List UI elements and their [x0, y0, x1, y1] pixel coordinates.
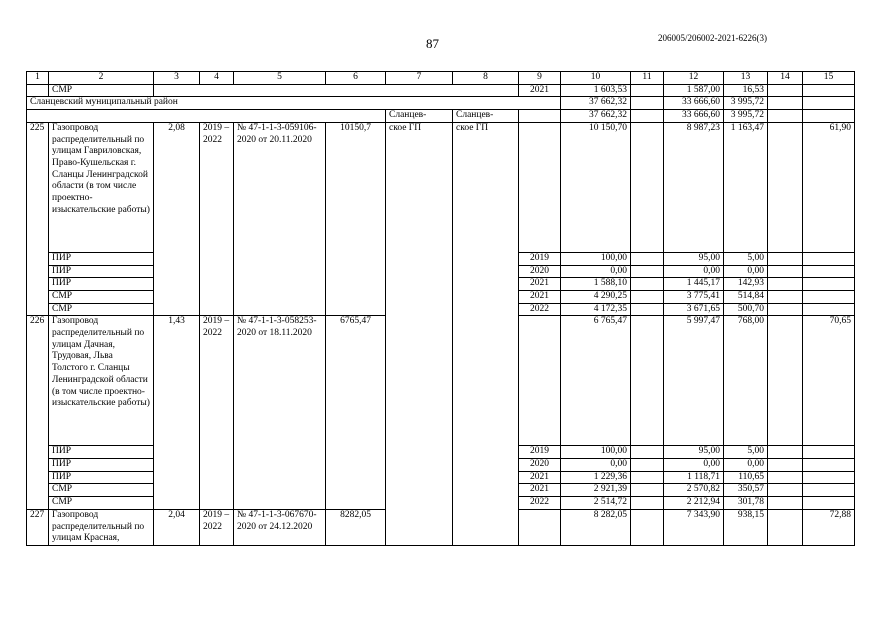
total-cost: 4 290,25 [561, 290, 631, 303]
local-budget: 938,15 [724, 509, 768, 545]
work-type: ПИР [49, 459, 154, 472]
implementation-years: 2019 – 2022 [200, 509, 234, 545]
work-type: ПИР [49, 446, 154, 459]
object-name: Газопровод распределительный по улицам Гавриловская, Право-Кушельская г. Сланцы Ленинградской области (в том числе проектно-изыскательские работы) [49, 122, 154, 252]
regional-budget: 2 212,94 [664, 497, 724, 510]
work-type: ПИР [49, 252, 154, 265]
regional-budget: 8 987,23 [664, 122, 724, 252]
district-name: Сланцевский муниципальный район [27, 97, 561, 110]
year: 2021 [519, 484, 561, 497]
total-cost: 1 603,53 [561, 84, 631, 97]
percent-value: 72,88 [803, 509, 855, 545]
implementation-years: 2019 – 2022 [200, 316, 234, 510]
estimated-cost: 6765,47 [326, 316, 386, 510]
total-cost: 1 229,36 [561, 471, 631, 484]
total-cost: 2 921,39 [561, 484, 631, 497]
owner-cell: Сланцев- [453, 110, 519, 123]
document-id: 206005/206002-2021-6226(3) [658, 33, 767, 43]
regional-budget: 3 671,65 [664, 303, 724, 316]
column-header: 14 [768, 72, 803, 85]
percent-value: 61,90 [803, 122, 855, 252]
year: 2020 [519, 265, 561, 278]
regional-budget: 0,00 [664, 265, 724, 278]
year: 2021 [519, 278, 561, 291]
regional-budget: 2 570,82 [664, 484, 724, 497]
table-row [27, 84, 855, 97]
year: 2019 [519, 252, 561, 265]
pipeline-length: 2,08 [154, 122, 200, 316]
object-number: 226 [27, 316, 49, 510]
regional-budget: 33 666,60 [664, 110, 724, 123]
column-header: 11 [631, 72, 664, 85]
regional-budget: 95,00 [664, 252, 724, 265]
total-cost: 8 282,05 [561, 509, 631, 545]
total-cost: 37 662,32 [561, 97, 631, 110]
column-header: 3 [154, 72, 200, 85]
expertise-conclusion: № 47-1-1-3-067670-2020 от 24.12.2020 [234, 509, 326, 545]
page-number: 87 [426, 36, 439, 51]
object-number: 227 [27, 509, 49, 545]
gas-pipeline-table [26, 71, 855, 546]
municipality-row [27, 110, 855, 123]
local-budget: 514,84 [724, 290, 768, 303]
local-budget: 110,65 [724, 471, 768, 484]
estimated-cost: 10150,7 [326, 122, 386, 316]
work-type: СМР [49, 497, 154, 510]
local-budget: 768,00 [724, 316, 768, 446]
column-header: 10 [561, 72, 631, 85]
regional-budget: 33 666,60 [664, 97, 724, 110]
column-header: 1 [27, 72, 49, 85]
total-cost: 6 765,47 [561, 316, 631, 446]
regional-budget: 1 118,71 [664, 471, 724, 484]
pipeline-length: 2,04 [154, 509, 200, 545]
column-header: 2 [49, 72, 154, 85]
object-name: Газопровод распределительный по улицам Красная, [49, 509, 154, 545]
customer-cell: Сланцев- [386, 110, 453, 123]
local-budget: 142,93 [724, 278, 768, 291]
total-cost: 2 514,72 [561, 497, 631, 510]
work-type: ПИР [49, 265, 154, 278]
regional-budget: 5 997,47 [664, 316, 724, 446]
year: 2021 [519, 290, 561, 303]
total-cost: 37 662,32 [561, 110, 631, 123]
column-header: 7 [386, 72, 453, 85]
total-cost: 10 150,70 [561, 122, 631, 252]
regional-budget: 95,00 [664, 446, 724, 459]
local-budget: 3 995,72 [724, 110, 768, 123]
expertise-conclusion: № 47-1-1-3-058253-2020 от 18.11.2020 [234, 316, 326, 510]
implementation-years: 2019 – 2022 [200, 122, 234, 316]
column-header: 8 [453, 72, 519, 85]
local-budget: 0,00 [724, 459, 768, 472]
local-budget: 0,00 [724, 265, 768, 278]
pipeline-length: 1,43 [154, 316, 200, 510]
column-header: 4 [200, 72, 234, 85]
year: 2022 [519, 497, 561, 510]
total-cost: 100,00 [561, 446, 631, 459]
regional-budget: 1 587,00 [664, 84, 724, 97]
local-budget: 3 995,72 [724, 97, 768, 110]
total-cost: 100,00 [561, 252, 631, 265]
total-cost: 0,00 [561, 459, 631, 472]
local-budget: 16,53 [724, 84, 768, 97]
object-row [27, 122, 855, 252]
total-cost: 1 588,10 [561, 278, 631, 291]
work-type: СМР [49, 484, 154, 497]
owner-cell: ское ГП [453, 122, 519, 545]
total-cost: 0,00 [561, 265, 631, 278]
object-name: Газопровод распределительный по улицам Дачная, Трудовая, Льва Толстого г. Сланцы Ленинградской области (в том числе проектно-изыскательские работы) [49, 316, 154, 446]
year: 2021 [519, 84, 561, 97]
year: 2022 [519, 303, 561, 316]
local-budget: 1 163,47 [724, 122, 768, 252]
year: 2019 [519, 446, 561, 459]
work-type: СМР [49, 303, 154, 316]
regional-budget: 1 445,17 [664, 278, 724, 291]
column-header: 15 [803, 72, 855, 85]
regional-budget: 7 343,90 [664, 509, 724, 545]
percent-value: 70,65 [803, 316, 855, 446]
year: 2021 [519, 471, 561, 484]
column-header: 9 [519, 72, 561, 85]
local-budget: 350,57 [724, 484, 768, 497]
work-type: СМР [49, 84, 154, 97]
local-budget: 5,00 [724, 252, 768, 265]
customer-cell: ское ГП [386, 122, 453, 545]
column-header: 13 [724, 72, 768, 85]
column-header: 5 [234, 72, 326, 85]
work-type: ПИР [49, 278, 154, 291]
estimated-cost: 8282,05 [326, 509, 386, 545]
work-type: СМР [49, 290, 154, 303]
column-header: 6 [326, 72, 386, 85]
regional-budget: 3 775,41 [664, 290, 724, 303]
local-budget: 5,00 [724, 446, 768, 459]
total-cost: 4 172,35 [561, 303, 631, 316]
year: 2020 [519, 459, 561, 472]
local-budget: 301,78 [724, 497, 768, 510]
column-number-header-row [27, 72, 855, 85]
object-number: 225 [27, 122, 49, 316]
column-header: 12 [664, 72, 724, 85]
district-row [27, 97, 855, 110]
regional-budget: 0,00 [664, 459, 724, 472]
work-type: ПИР [49, 471, 154, 484]
expertise-conclusion: № 47-1-1-3-059106-2020 от 20.11.2020 [234, 122, 326, 316]
local-budget: 500,70 [724, 303, 768, 316]
